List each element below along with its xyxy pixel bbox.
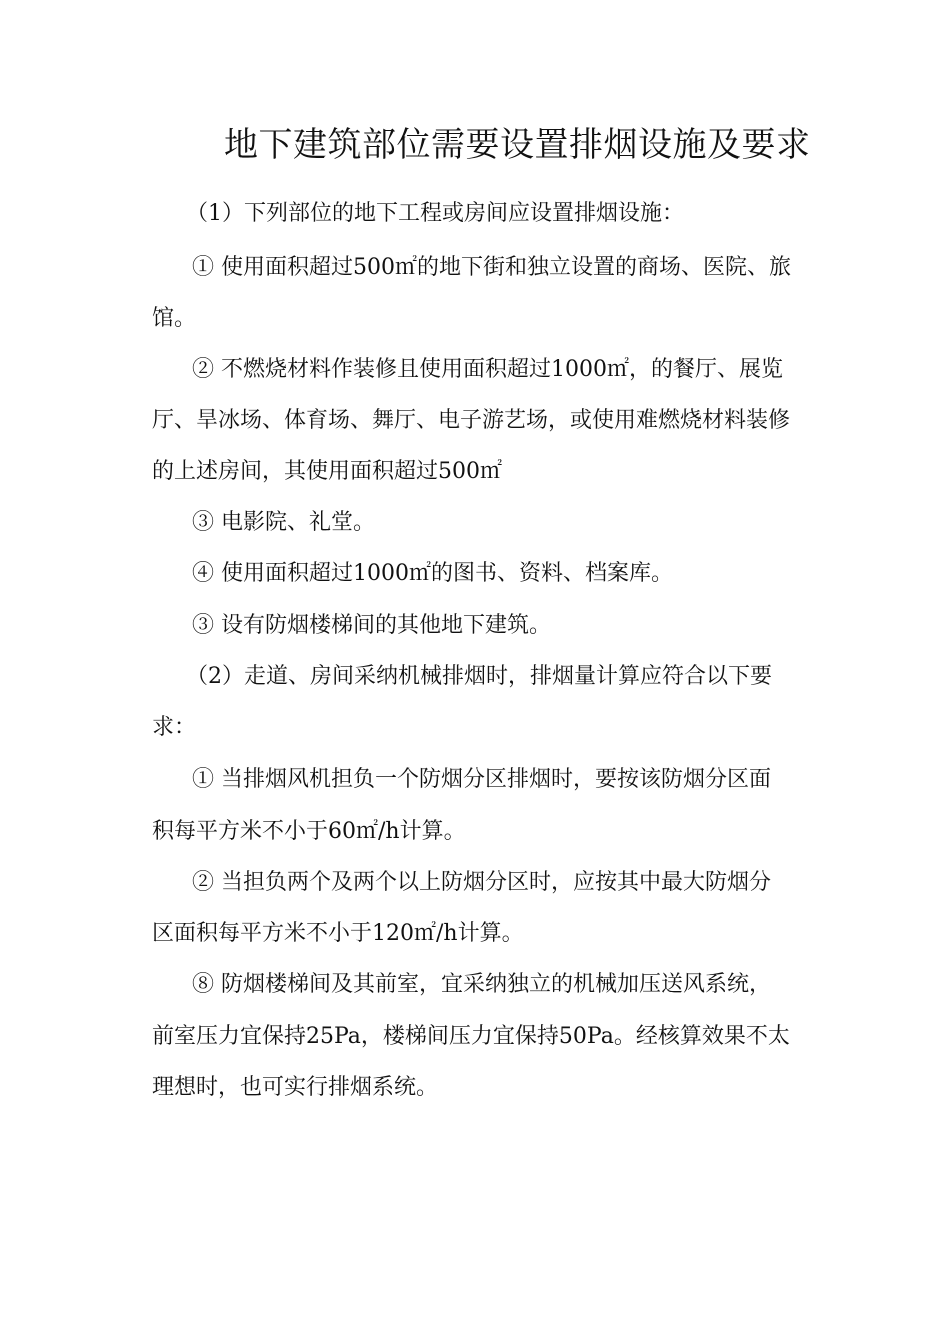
item-4: ④ 使用面积超过1000㎡的图书、资料、档案库。 bbox=[192, 561, 673, 586]
req-3-line-3: 理想时，也可实行排烟系统。 bbox=[152, 1075, 439, 1100]
section-2-heading-line-1: （2）走道、房间采纳机械排烟时，排烟量计算应符合以下要 bbox=[186, 664, 772, 689]
req-3-line-1: ⑧ 防烟楼梯间及其前室，宜采纳独立的机械加压送风系统， bbox=[192, 972, 771, 997]
section-2-heading-line-2: 求： bbox=[152, 715, 197, 740]
item-2-line-3: 的上述房间，其使用面积超过500㎡ bbox=[152, 459, 502, 484]
item-5: ③ 设有防烟楼梯间的其他地下建筑。 bbox=[192, 613, 551, 638]
req-3-line-2: 前室压力宜保持25Pa，楼梯间压力宜保持50Pa。经核算效果不太 bbox=[152, 1024, 790, 1049]
req-2-line-2: 区面积每平方米不小于120㎡/h计算。 bbox=[152, 921, 524, 946]
item-1-line-1: ① 使用面积超过500㎡的地下街和独立设置的商场、医院、旅 bbox=[192, 255, 791, 280]
item-3: ③ 电影院、礼堂。 bbox=[192, 510, 375, 535]
item-1-line-2: 馆。 bbox=[152, 306, 197, 331]
item-2-line-2: 厅、旱冰场、体育场、舞厅、电子游艺场，或使用难燃烧材料装修 bbox=[152, 408, 791, 433]
section-1-heading: （1）下列部位的地下工程或房间应设置排烟设施： bbox=[186, 201, 684, 226]
req-1-line-1: ① 当排烟风机担负一个防烟分区排烟时，要按该防烟分区面 bbox=[192, 767, 771, 792]
item-2-line-1: ② 不燃烧材料作装修且使用面积超过1000㎡，的餐厅、展览 bbox=[192, 357, 783, 382]
req-2-line-1: ② 当担负两个及两个以上防烟分区时，应按其中最大防烟分 bbox=[192, 870, 771, 895]
req-1-line-2: 积每平方米不小于60㎡/h计算。 bbox=[152, 819, 466, 844]
document-title: 地下建筑部位需要设置排烟设施及要求 bbox=[224, 125, 811, 165]
